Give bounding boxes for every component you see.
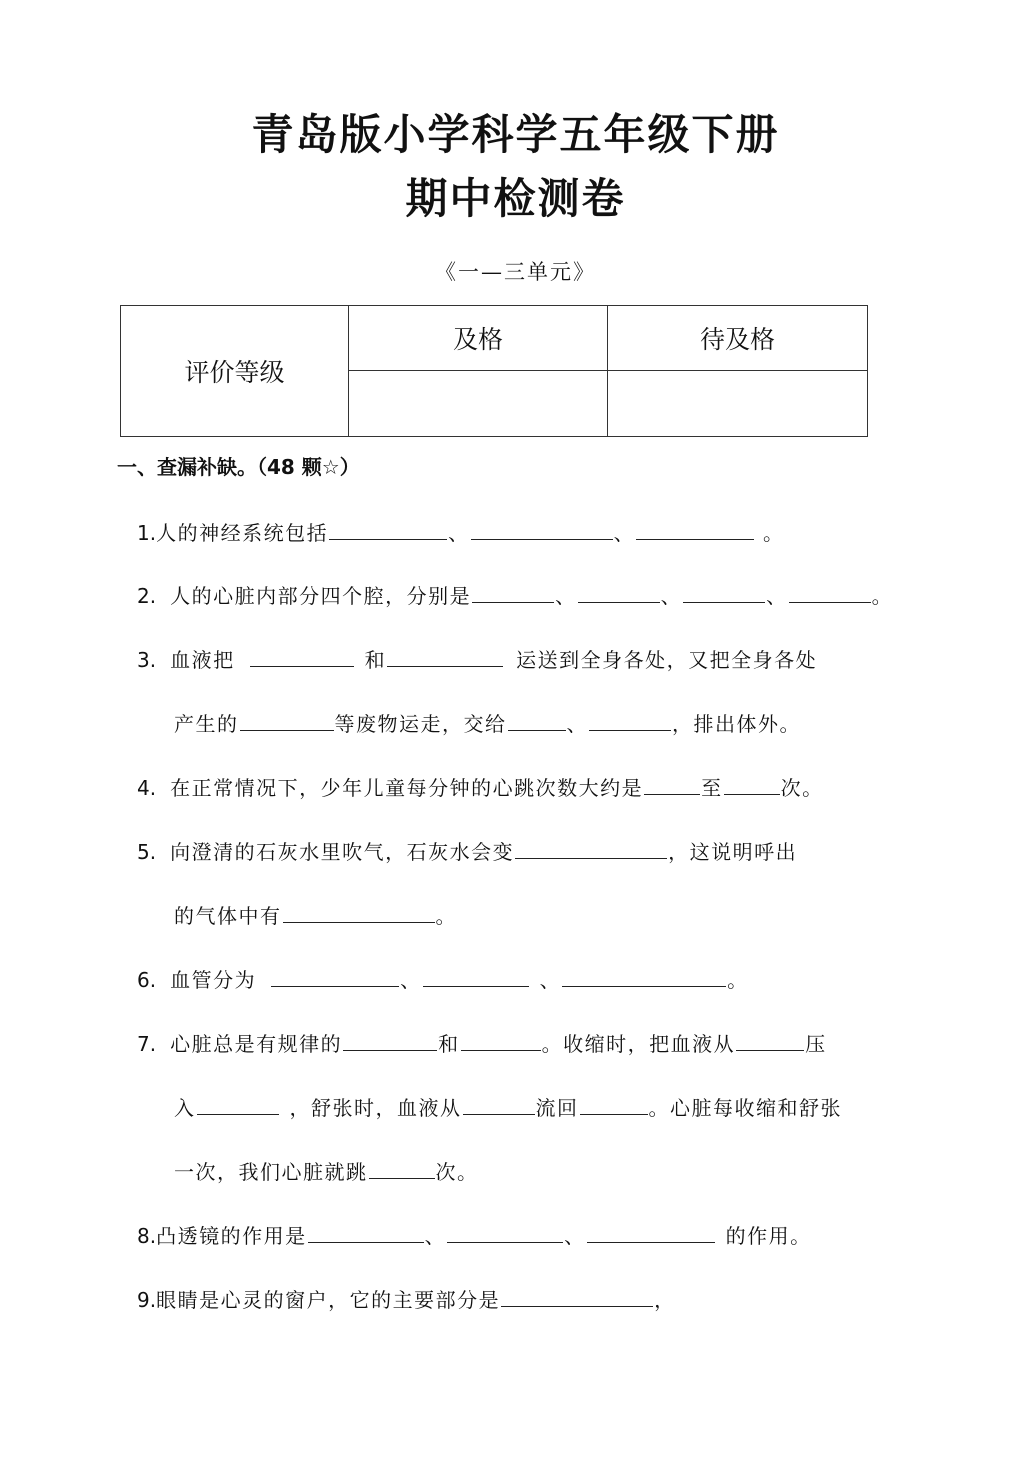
answer-blank[interactable] [736, 1031, 804, 1051]
question-4: 4. 在正常情况下，少年儿童每分钟的心跳次数大约是 至 次。 [137, 776, 824, 800]
answer-blank[interactable] [724, 775, 780, 795]
answer-blank[interactable] [387, 647, 503, 667]
question-1: 1.人的神经系统包括 、 、 。 [137, 521, 785, 545]
answer-blank[interactable] [789, 583, 871, 603]
grade-pass-header: 及格 [349, 306, 608, 371]
answer-blank[interactable] [578, 583, 660, 603]
answer-blank[interactable] [515, 839, 667, 859]
grade-fail-cell[interactable] [608, 371, 868, 437]
grade-table [120, 305, 868, 437]
answer-blank[interactable] [447, 1223, 563, 1243]
answer-blank[interactable] [197, 1095, 279, 1115]
answer-blank[interactable] [562, 967, 726, 987]
answer-blank[interactable] [240, 711, 334, 731]
grade-pass-cell[interactable] [349, 371, 608, 437]
answer-blank[interactable] [508, 711, 566, 731]
question-5: 5. 向澄清的石灰水里吹气，石灰水会变 ，这说明呼出 [137, 840, 798, 864]
answer-blank[interactable] [329, 520, 447, 540]
question-5-continued: 的气体中有 。 [174, 904, 457, 928]
answer-blank[interactable] [683, 583, 765, 603]
answer-blank[interactable] [283, 903, 435, 923]
answer-blank[interactable] [250, 647, 354, 667]
question-8: 8.凸透镜的作用是 、 、 的作用。 [137, 1224, 812, 1248]
answer-blank[interactable] [308, 1223, 424, 1243]
question-9: 9.眼睛是心灵的窗户，它的主要部分是 ， [137, 1288, 676, 1312]
answer-blank[interactable] [589, 711, 671, 731]
answer-blank[interactable] [423, 967, 529, 987]
answer-blank[interactable] [501, 1287, 653, 1307]
page-subtitle-main: 期中检测卷 [405, 174, 626, 223]
question-2: 2. 人的心脏内部分四个腔，分别是 、 、 、 。 [137, 584, 894, 608]
question-3: 3. 血液把 和 运送到全身各处，又把全身各处 [137, 648, 818, 672]
answer-blank[interactable] [369, 1159, 435, 1179]
answer-blank[interactable] [461, 1031, 541, 1051]
question-6: 6. 血管分为 、 、 。 [137, 968, 749, 992]
answer-blank[interactable] [343, 1031, 437, 1051]
answer-blank[interactable] [580, 1095, 648, 1115]
unit-range: 《一—三单元》 [435, 260, 596, 284]
question-3-continued: 产生的 等废物运走，交给 、 ，排出体外。 [174, 712, 801, 736]
page-title: 青岛版小学科学五年级下册 [251, 110, 780, 159]
answer-blank[interactable] [587, 1223, 715, 1243]
answer-blank[interactable] [472, 583, 554, 603]
answer-blank[interactable] [463, 1095, 535, 1115]
answer-blank[interactable] [636, 520, 754, 540]
grade-label: 评价等级 [121, 306, 349, 437]
answer-blank[interactable] [271, 967, 399, 987]
section-title: 一、查漏补缺。（48 颗☆） [117, 455, 360, 479]
question-7: 7. 心脏总是有规律的 和 。收缩时，把血液从 压 [137, 1032, 827, 1056]
grade-fail-header: 待及格 [608, 306, 868, 371]
question-7-continued: 入 ，舒张时，血液从 流回 。心脏每收缩和舒张 [174, 1096, 842, 1120]
question-7-continued-2: 一次，我们心脏就跳 次。 [174, 1160, 479, 1184]
answer-blank[interactable] [471, 520, 613, 540]
answer-blank[interactable] [644, 775, 700, 795]
